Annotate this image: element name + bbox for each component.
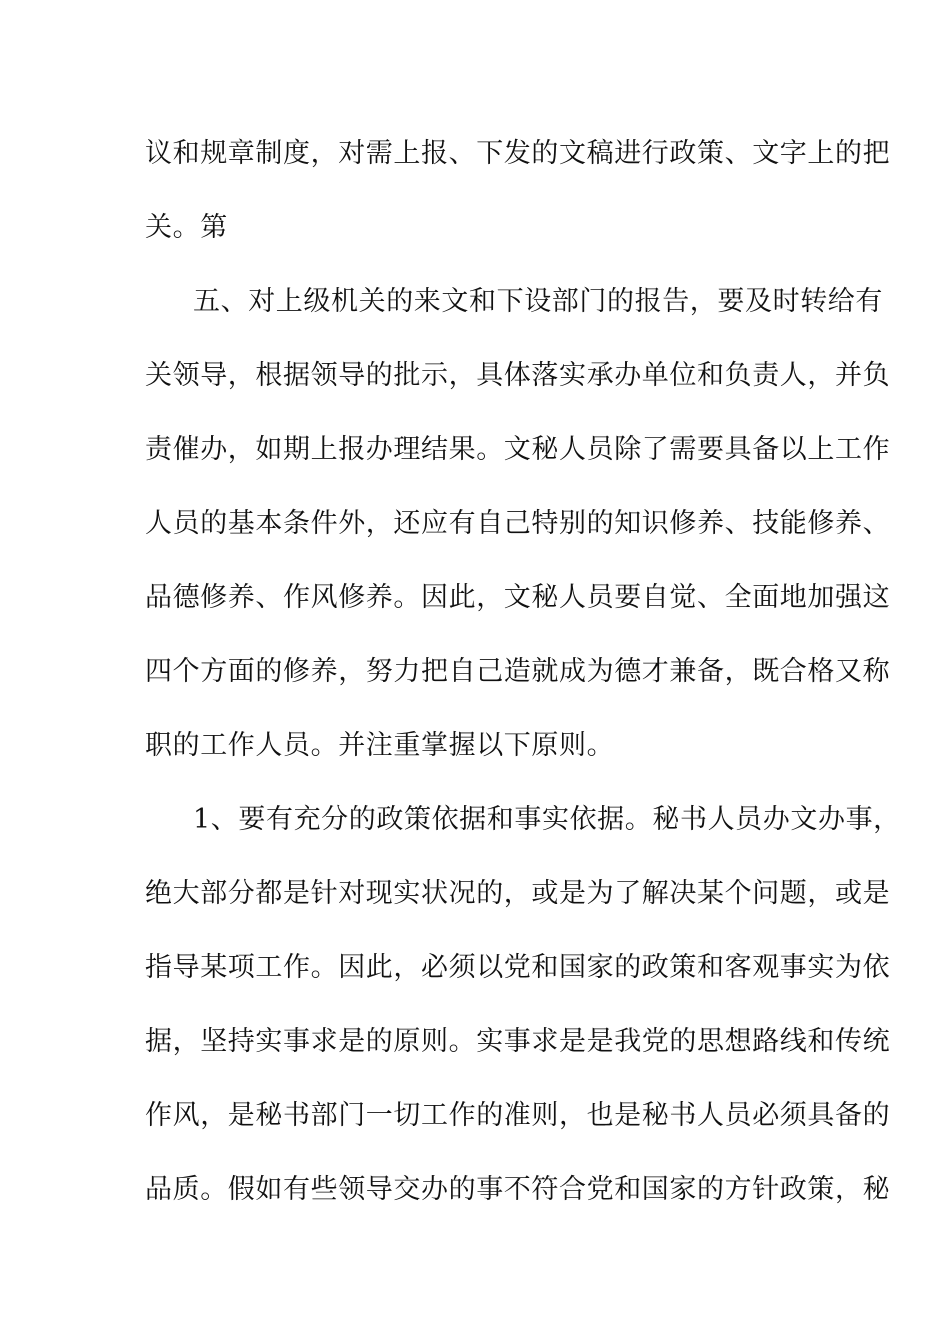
text-line-5: 责催办，如期上报办理结果。文秘人员除了需要具备以上工作 bbox=[145, 434, 891, 465]
text-line-10: 1、要有充分的政策依据和事实依据。秘书人员办文办事， bbox=[193, 804, 901, 835]
text-line-2: 关。第 bbox=[145, 212, 228, 243]
text-line-12: 指导某项工作。因此，必须以党和国家的政策和客观事实为依 bbox=[145, 952, 891, 983]
text-line-15: 品质。假如有些领导交办的事不符合党和国家的方针政策，秘 bbox=[145, 1174, 891, 1205]
text-line-3: 五、对上级机关的来文和下设部门的报告，要及时转给有 bbox=[193, 286, 883, 317]
text-line-13: 据，坚持实事求是的原则。实事求是是我党的思想路线和传统 bbox=[145, 1026, 891, 1057]
text-line-8: 四个方面的修养，努力把自己造就成为德才兼备，既合格又称 bbox=[145, 656, 891, 687]
text-line-11: 绝大部分都是针对现实状况的，或是为了解决某个问题，或是 bbox=[145, 878, 891, 909]
text-line-9: 职的工作人员。并注重掌握以下原则。 bbox=[145, 730, 615, 761]
text-line-4: 关领导，根据领导的批示，具体落实承办单位和负责人，并负 bbox=[145, 360, 891, 391]
text-line-6: 人员的基本条件外，还应有自己特别的知识修养、技能修养、 bbox=[145, 508, 891, 539]
text-line-7: 品德修养、作风修养。因此，文秘人员要自觉、全面地加强这 bbox=[145, 582, 891, 613]
text-line-1: 议和规章制度，对需上报、下发的文稿进行政策、文字上的把 bbox=[145, 138, 891, 169]
text-line-14: 作风，是秘书部门一切工作的准则，也是秘书人员必须具备的 bbox=[145, 1100, 891, 1131]
